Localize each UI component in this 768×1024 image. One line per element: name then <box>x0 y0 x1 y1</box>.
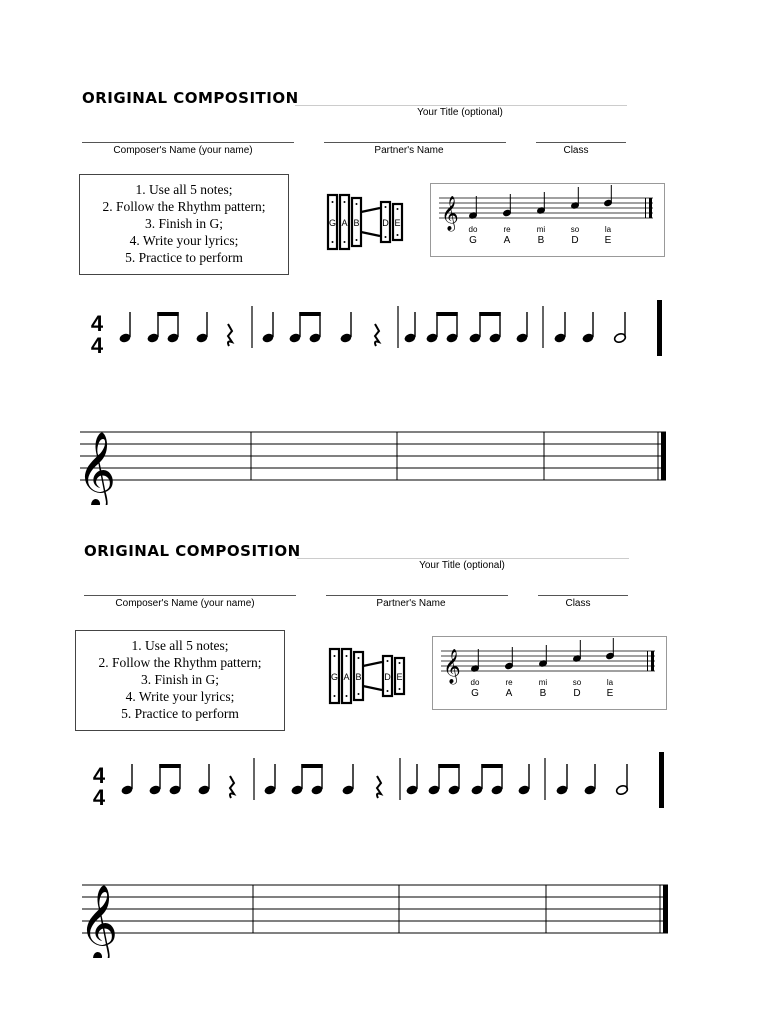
class-label: Class <box>565 598 591 609</box>
composer-name-label: Composer's Name (your name) <box>115 598 255 609</box>
instruction-item: 5. Practice to perform <box>125 250 243 265</box>
instruction-item: 3. Finish in G; <box>140 672 219 687</box>
time-signature-bottom: 4 <box>90 333 104 358</box>
quarter-note <box>263 764 276 796</box>
class-line[interactable] <box>536 142 626 143</box>
bar-key-label: G <box>328 218 337 228</box>
blank-staff[interactable] <box>77 873 677 958</box>
time-signature-top: 4 <box>92 763 106 788</box>
partner-name-label: Partner's Name <box>374 145 444 156</box>
title-label: Your Title (optional) <box>419 560 505 571</box>
bar-key-label: G <box>330 672 339 682</box>
partner-name-line[interactable] <box>324 142 506 143</box>
bar-key-label: D <box>384 672 391 682</box>
bar-key-label: A <box>343 672 350 682</box>
time-signature-top: 4 <box>90 311 104 336</box>
treble-clef-icon: 𝄞 <box>443 650 461 683</box>
note-name-label: B <box>537 235 545 246</box>
note-name-label: A <box>503 235 511 246</box>
quarter-note <box>517 764 530 796</box>
treble-clef-icon: 𝄞 <box>79 885 119 958</box>
rhythm-pattern <box>80 298 680 368</box>
instruction-item: 4. Write your lyrics; <box>129 233 239 248</box>
eighth-note-pair <box>290 764 323 796</box>
pentatonic-scale-staff <box>432 636 667 710</box>
eighth-note-pair <box>288 312 321 344</box>
note-name-label: E <box>604 235 612 246</box>
worksheet-2 <box>0 453 768 958</box>
note-name-label: A <box>505 688 513 699</box>
quarter-note <box>581 312 594 344</box>
note-name-label: B <box>539 688 547 699</box>
note-name-label: G <box>471 688 479 699</box>
solfege-label: do <box>470 678 480 687</box>
quarter-rest <box>230 776 234 798</box>
class-label: Class <box>563 145 589 156</box>
quarter-note <box>403 312 416 344</box>
worksheet-1 <box>0 0 768 505</box>
solfege-label: so <box>570 225 580 234</box>
eighth-note-pair <box>427 764 460 796</box>
solfege-label: la <box>604 225 612 234</box>
solfege-label: re <box>505 678 513 687</box>
quarter-note <box>120 764 133 796</box>
solfege-label: do <box>468 225 478 234</box>
quarter-note <box>341 764 354 796</box>
solfege-label: re <box>503 225 511 234</box>
quarter-note <box>118 312 131 344</box>
instruction-item: 2. Follow the Rhythm pattern; <box>98 655 262 670</box>
quarter-rest <box>377 776 381 798</box>
bar-key-label: B <box>355 672 362 682</box>
note-name-label: D <box>573 688 581 699</box>
worksheet-heading: ORIGINAL COMPOSITION <box>84 542 301 560</box>
instruction-item: 5. Practice to perform <box>121 706 239 721</box>
quarter-note <box>261 312 274 344</box>
treble-clef-icon: 𝄞 <box>441 197 459 230</box>
quarter-note <box>553 312 566 344</box>
quarter-note <box>555 764 568 796</box>
half-note <box>613 312 626 344</box>
instruction-item: 3. Finish in G; <box>144 216 223 231</box>
solfege-label: la <box>606 678 614 687</box>
solfege-label: so <box>572 678 582 687</box>
note-name-label: G <box>469 235 477 246</box>
quarter-rest <box>375 324 379 346</box>
bar-key-label: B <box>353 218 360 228</box>
instruction-item: 4. Write your lyrics; <box>125 689 235 704</box>
pentatonic-scale-staff <box>430 183 665 257</box>
eighth-note-pair <box>468 312 501 344</box>
composer-name-line[interactable] <box>84 595 296 596</box>
bar-key-label: A <box>341 218 348 228</box>
quarter-note <box>515 312 528 344</box>
note-name-label: E <box>606 688 614 699</box>
final-barline <box>659 752 664 808</box>
quarter-note <box>197 764 210 796</box>
final-barline <box>657 300 662 356</box>
quarter-note <box>195 312 208 344</box>
rhythm-pattern <box>80 750 680 820</box>
eighth-note-pair <box>425 312 458 344</box>
half-note <box>615 764 628 796</box>
time-signature-bottom: 4 <box>92 785 106 810</box>
composer-name-label: Composer's Name (your name) <box>113 145 253 156</box>
partner-name-label: Partner's Name <box>376 598 446 609</box>
note-name-label: D <box>571 235 579 246</box>
xylophone-icon <box>326 644 408 708</box>
solfege-label: mi <box>538 678 548 687</box>
worksheet-heading: ORIGINAL COMPOSITION <box>82 89 299 107</box>
instruction-item: 1. Use all 5 notes; <box>131 638 229 653</box>
bar-key-label: D <box>382 218 389 228</box>
treble-clef-icon: 𝄞 <box>77 432 117 505</box>
xylophone-icon <box>324 190 406 254</box>
quarter-rest <box>228 324 232 346</box>
instruction-item: 1. Use all 5 notes; <box>135 182 233 197</box>
class-line[interactable] <box>538 595 628 596</box>
quarter-note <box>339 312 352 344</box>
title-line[interactable] <box>295 105 627 106</box>
eighth-note-pair <box>470 764 503 796</box>
bar-key-label: E <box>394 218 401 228</box>
instructions-box <box>79 174 289 275</box>
solfege-label: mi <box>536 225 546 234</box>
eighth-note-pair <box>146 312 179 344</box>
instructions-box <box>75 630 285 731</box>
quarter-note <box>405 764 418 796</box>
eighth-note-pair <box>148 764 181 796</box>
composer-name-line[interactable] <box>82 142 294 143</box>
title-line[interactable] <box>297 558 629 559</box>
quarter-note <box>583 764 596 796</box>
instruction-item: 2. Follow the Rhythm pattern; <box>102 199 266 214</box>
bar-key-label: E <box>396 672 403 682</box>
title-label: Your Title (optional) <box>417 107 503 118</box>
partner-name-line[interactable] <box>326 595 508 596</box>
